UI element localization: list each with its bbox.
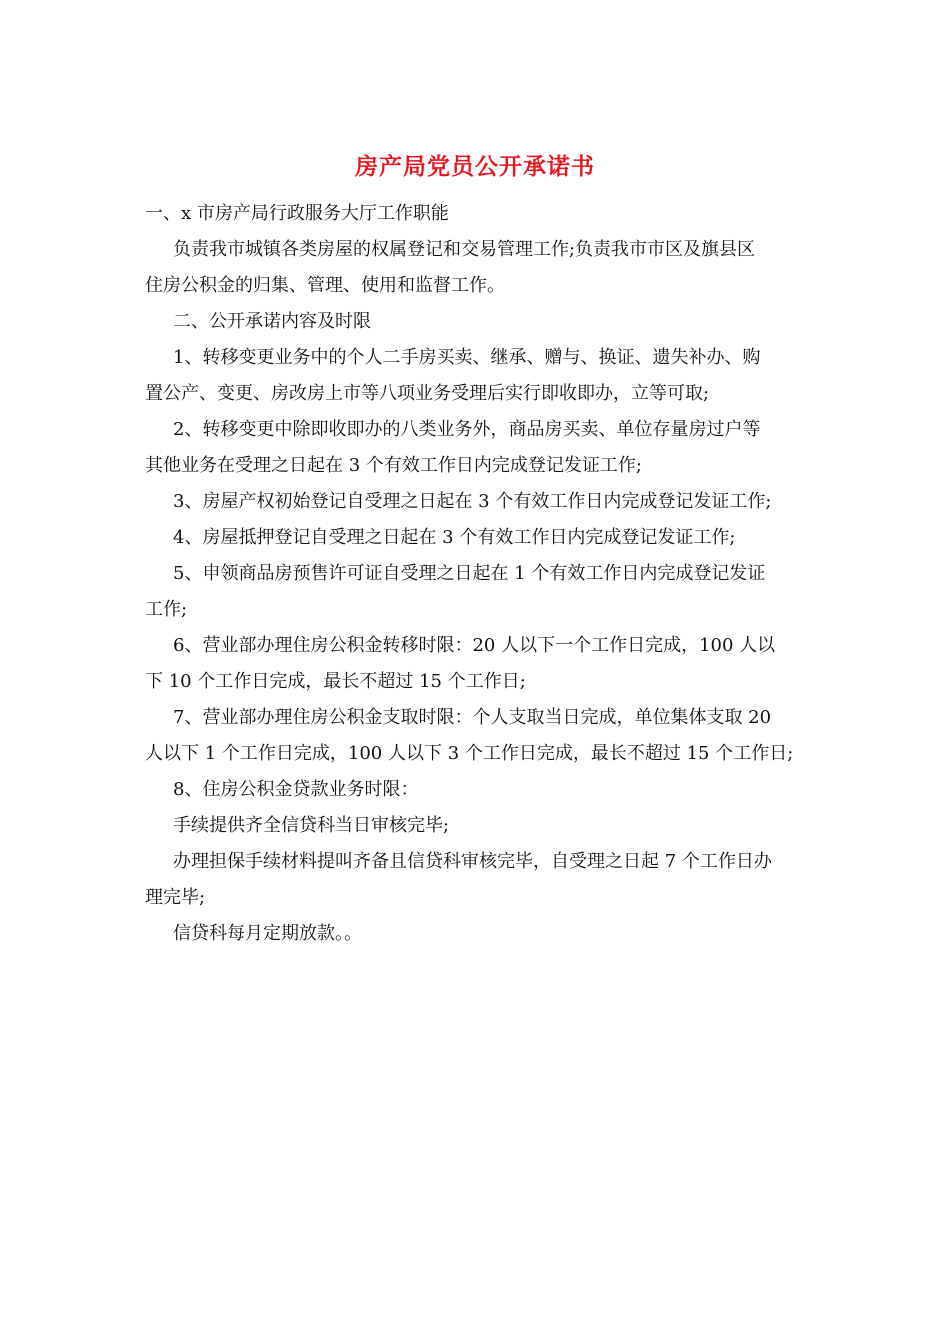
document-line: 工作; bbox=[145, 599, 188, 620]
document-line: 人以下 1 个工作日完成，100 人以下 3 个工作日完成，最长不超过 15 个工作日; bbox=[145, 743, 794, 764]
document-line: 5、申领商品房预售许可证自受理之日起在 1 个有效工作日内完成登记发证 bbox=[173, 563, 766, 584]
document-line: 二、公开承诺内容及时限 bbox=[173, 311, 371, 332]
document-line: 手续提供齐全信贷科当日审核完毕; bbox=[173, 815, 450, 836]
document-body bbox=[145, 196, 807, 952]
document-line: 2、转移变更中除即收即办的八类业务外，商品房买卖、单位存量房过户等 bbox=[173, 419, 761, 440]
document-line: 其他业务在受理之日起在 3 个有效工作日内完成登记发证工作; bbox=[145, 455, 642, 476]
document-line: 8、住房公积金贷款业务时限： bbox=[173, 779, 419, 800]
document-line: 下 10 个工作日完成，最长不超过 15 个工作日; bbox=[145, 671, 526, 692]
document-line: 7、营业部办理住房公积金支取时限：个人支取当日完成，单位集体支取 20 bbox=[173, 707, 772, 728]
document-line: 3、房屋产权初始登记自受理之日起在 3 个有效工作日内完成登记发证工作; bbox=[173, 491, 772, 512]
document-line: 6、营业部办理住房公积金转移时限：20 人以下一个工作日完成，100 人以 bbox=[173, 635, 776, 656]
document-title: 房产局党员公开承诺书 bbox=[355, 153, 595, 180]
document-line: 负责我市城镇各类房屋的权属登记和交易管理工作;负责我市市区及旗县区 bbox=[173, 239, 756, 260]
document-line: 信贷科每月定期放款。。 bbox=[173, 923, 362, 944]
document-line: 置公产、变更、房改房上市等八项业务受理后实行即收即办，立等可取; bbox=[145, 383, 710, 404]
document-line: 理完毕; bbox=[145, 887, 206, 908]
document-line: 4、房屋抵押登记自受理之日起在 3 个有效工作日内完成登记发证工作; bbox=[173, 527, 736, 548]
document-line: 1、转移变更业务中的个人二手房买卖、继承、赠与、换证、遗失补办、购 bbox=[173, 347, 761, 368]
document-line: 办理担保手续材料提叫齐备且信贷科审核完毕，自受理之日起 7 个工作日办 bbox=[173, 851, 772, 872]
document-line: 一、x 市房产局行政服务大厅工作职能 bbox=[145, 203, 449, 224]
document-line: 住房公积金的归集、管理、使用和监督工作。 bbox=[145, 275, 505, 296]
